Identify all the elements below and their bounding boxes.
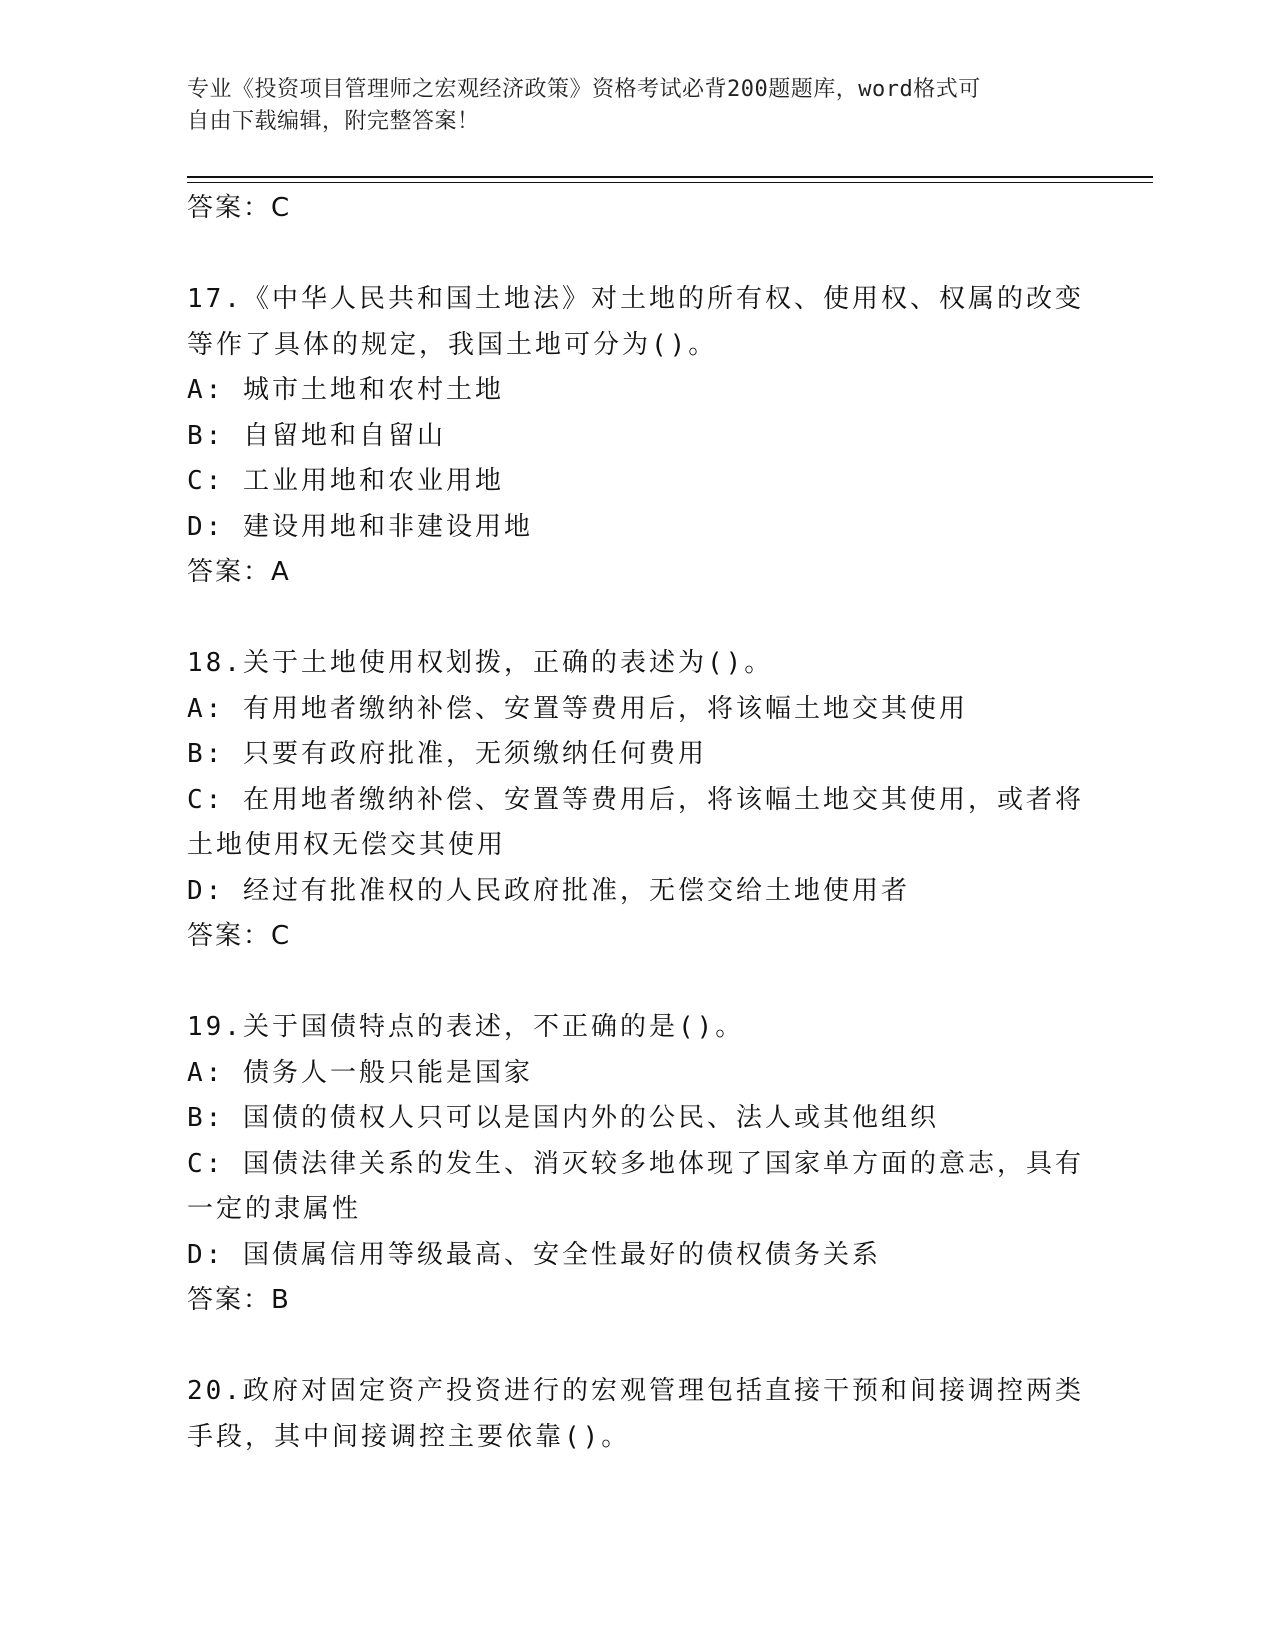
question-19 [187, 1005, 1087, 1324]
question-list [187, 186, 1087, 1460]
header-divider-thin [187, 182, 1153, 183]
option-d: D: 国债属信用等级最高、安全性最好的债权债务关系 [187, 1239, 881, 1270]
question-stem: 等作了具体的规定，我国土地可分为()。 [187, 329, 718, 360]
question-stem: 19.关于国债特点的表述，不正确的是()。 [187, 1012, 745, 1042]
option-d: D: 经过有批准权的人民政府批准，无偿交给土地使用者 [187, 875, 910, 906]
answer: 答案：C [187, 921, 292, 951]
question-stem: 18.关于土地使用权划拨，正确的表述为()。 [187, 648, 774, 678]
question-stem: 20.政府对固定资产投资进行的宏观管理包括直接干预和间接调控两类 [187, 1376, 1084, 1406]
question-17 [187, 277, 1087, 596]
spacer [187, 960, 1087, 1006]
option-a: A: 有用地者缴纳补偿、安置等费用后，将该幅土地交其使用 [187, 693, 968, 724]
option-c: C: 在用地者缴纳补偿、安置等费用后，将该幅土地交其使用，或者将 [187, 784, 1084, 815]
option-b: B: 只要有政府批准，无须缴纳任何费用 [187, 739, 707, 769]
option-c: C: 工业用地和农业用地 [187, 466, 504, 496]
spacer [187, 1324, 1087, 1370]
option-c-continued: 土地使用权无偿交其使用 [187, 830, 507, 860]
previous-answer: 答案：C [187, 193, 292, 223]
option-c-continued: 一定的隶属性 [187, 1194, 362, 1224]
answer: 答案：B [187, 1285, 291, 1315]
question-18 [187, 641, 1087, 960]
option-a: A: 债务人一般只能是国家 [187, 1057, 533, 1088]
question-stem: 手段，其中间接调控主要依靠()。 [187, 1421, 631, 1452]
option-d: D: 建设用地和非建设用地 [187, 511, 533, 542]
option-b: B: 自留地和自留山 [187, 420, 446, 451]
header-divider-thick [187, 176, 1153, 178]
answer: 答案：A [187, 557, 291, 587]
spacer [187, 596, 1087, 642]
header-line-1: 专业《投资项目管理师之宏观经济政策》资格考试必背200题题库，word格式可 [187, 77, 981, 102]
document-header [187, 74, 1067, 138]
option-b: B: 国债的债权人只可以是国内外的公民、法人或其他组织 [187, 1103, 939, 1133]
question-stem: 17.《中华人民共和国土地法》对土地的所有权、使用权、权属的改变 [187, 284, 1084, 314]
question-20 [187, 1369, 1087, 1460]
option-a: A: 城市土地和农村土地 [187, 375, 504, 405]
header-line-2: 自由下载编辑，附完整答案！ [187, 109, 480, 134]
spacer [187, 232, 1087, 278]
option-c: C: 国债法律关系的发生、消灭较多地体现了国家单方面的意志，具有 [187, 1148, 1084, 1179]
